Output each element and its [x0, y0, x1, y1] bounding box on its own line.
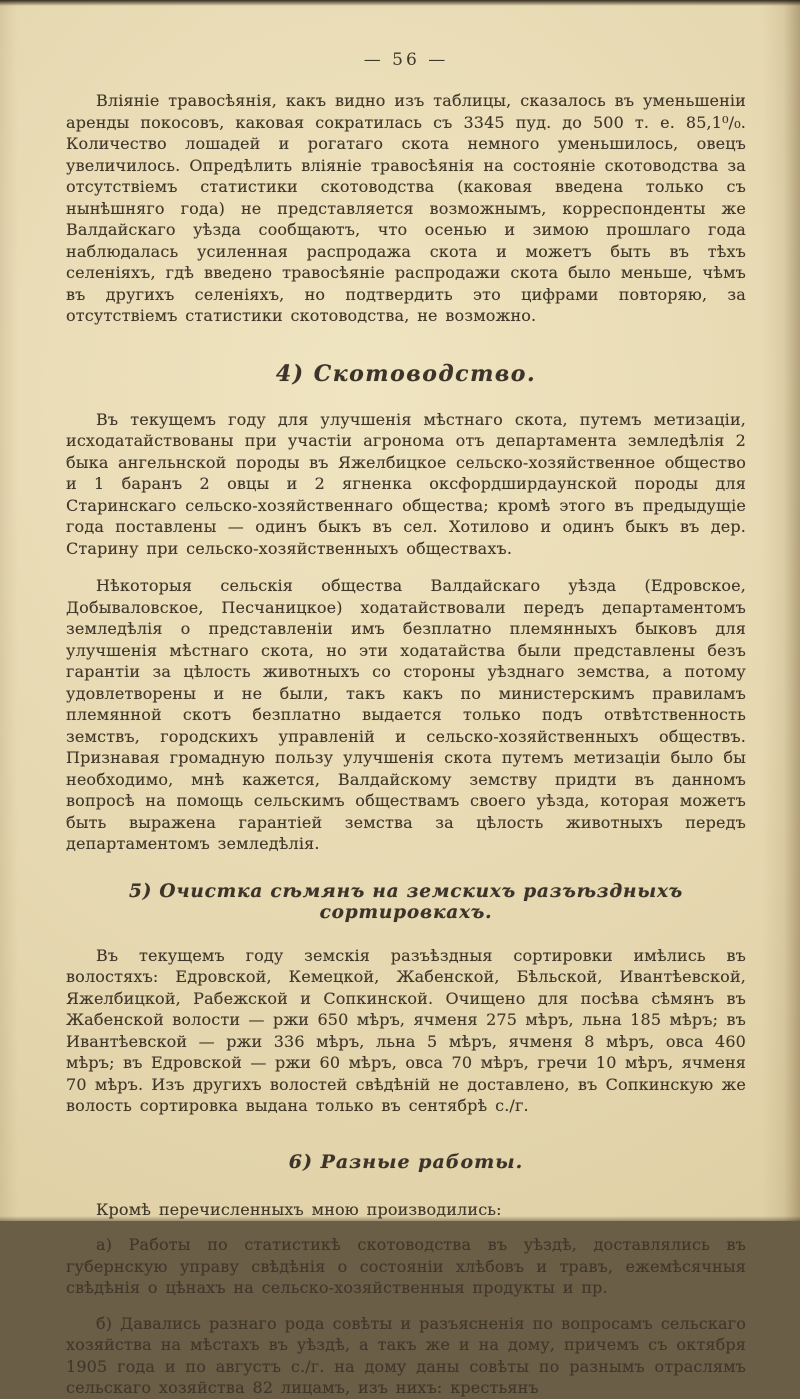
page-number: — 56 — — [363, 50, 449, 70]
livestock-paragraph-1: Въ текущемъ году для улучшенія мѣстнаго скота, путемъ метизаціи, исходатайствованы при участіи агронома отъ департамента земледѣлія 2 быка ангельнской породы въ Яжелбицкое сельско-хозяйственное общество и 1 баранъ 2 овцы и 2 ягненка оксфордширдаунской породы для Старинскаго сельско-хозяйственнаго общества; кромѣ этого въ предыдущіе года поставлены — одинъ быкъ въ сел. Хотилово и одинъ быкъ въ дер. Старину при сельско-хозяйственныхъ обществахъ. — [66, 409, 746, 558]
misc-works-item-a: а) Работы по статистикѣ скотоводства въ уѣздѣ, доставлялись въ губернскую управу свѣдѣнія о состояніи хлѣбовъ и травъ, ежемѣсячныя свѣдѣнія о цѣнахъ на сельско-хозяйственныя продукты и пр. — [66, 1235, 746, 1297]
livestock-paragraph-2: Нѣкоторыя сельскія общества Валдайскаго уѣзда (Едровское, Добываловское, Песчаницкое) ходатайствовали передъ департаментомъ земледѣлія о представленіи имъ безплатно племянныхъ быковъ для улучшенія мѣстнаго скота, но эти ходатайства были представлены безъ гарантіи за цѣлость животныхъ со стороны уѣзднаго земства, а потому удовлетворены и не были, такъ какъ по министерскимъ правиламъ племянной скотъ безплатно выдается только подъ отвѣтственность земствъ, городскихъ управленій и сельско-хозяйственныхъ обществъ. Признавая громадную пользу улучшенія скота путемъ метизаціи было бы необходимо, мнѣ кажется, Валдайскому земству придти въ данномъ вопросѣ на помощь сельскимъ обществамъ своего уѣзда, которая можетъ быть выражена гарантіей земства за цѣлость животныхъ передъ департаментомъ земледѣлія. — [66, 576, 746, 853]
misc-works-intro: Кромѣ перечисленныхъ мною производились: — [96, 1199, 502, 1219]
section-heading-misc-works: 6) Разные работы. — [288, 1150, 524, 1173]
seed-cleaning-paragraph: Въ текущемъ году земскія разъѣздныя сортировки имѣлись въ волостяхъ: Едровской, Кемецкой, Жабенской, Бѣльской, Ивантѣевской, Яжелбицкой, Рабежской и Сопкинской. Очищено для посѣва сѣмянъ въ Жабенской волости — ржи 650 мѣръ, ячменя 275 мѣръ, льна 185 мѣръ; въ Ивантѣевской — ржи 336 мѣръ, льна 5 мѣръ, ячменя 8 мѣръ, овса 460 мѣръ; въ Едровской — ржи 60 мѣръ, овса 70 мѣръ, гречи 10 мѣръ, ячменя 70 мѣръ. Изъ другихъ волостей свѣдѣній не доставлено, въ Сопкинскую же волость сортировка выдана только въ сентябрѣ с./г. — [66, 945, 746, 1115]
section-heading-livestock: 4) Скотоводство. — [275, 360, 537, 387]
intro-paragraph: Вліяніе травосѣянія, какъ видно изъ таблицы, сказалось въ уменьшеніи аренды покосовъ, каковая сократилась съ 3345 пуд. до 500 т. е. 85,1⁰/₀. Количество лошадей и рогатаго скота немного уменьшилось, овецъ увеличилось. Опредѣлить вліяніе травосѣянія на состояніе скотоводства за отсутствіемъ статистики скотоводства (каковая введена только съ нынѣшняго года) не представляется возможнымъ, корреспонденты же Валдайскаго уѣзда сообщаютъ, что осенью и зимою прошлаго года наблюдалась усиленная распродажа скота и можетъ быть въ тѣхъ селеніяхъ, гдѣ введено травосѣяніе распродажи скота было меньше, чѣмъ въ другихъ селеніяхъ, но подтвердить это цифрами повторяю, за отсутствіемъ статистики скотоводства, не возможно. — [66, 91, 746, 325]
misc-works-item-b: б) Давались разнаго рода совѣты и разъясненія по вопросамъ сельскаго хозяйства на мѣстахъ въ уѣздѣ, а такъ же и на дому, причемъ съ октября 1905 года и по августъ с./г. на дому даны совѣты по разнымъ отраслямъ сельскаго хозяйства 82 лицамъ, изъ нихъ: крестьянъ — [66, 1313, 746, 1397]
section-heading-seed-cleaning: 5) Очистка сѣмянъ на земскихъ разъѣздныхъ сортировкахъ. — [128, 880, 684, 923]
